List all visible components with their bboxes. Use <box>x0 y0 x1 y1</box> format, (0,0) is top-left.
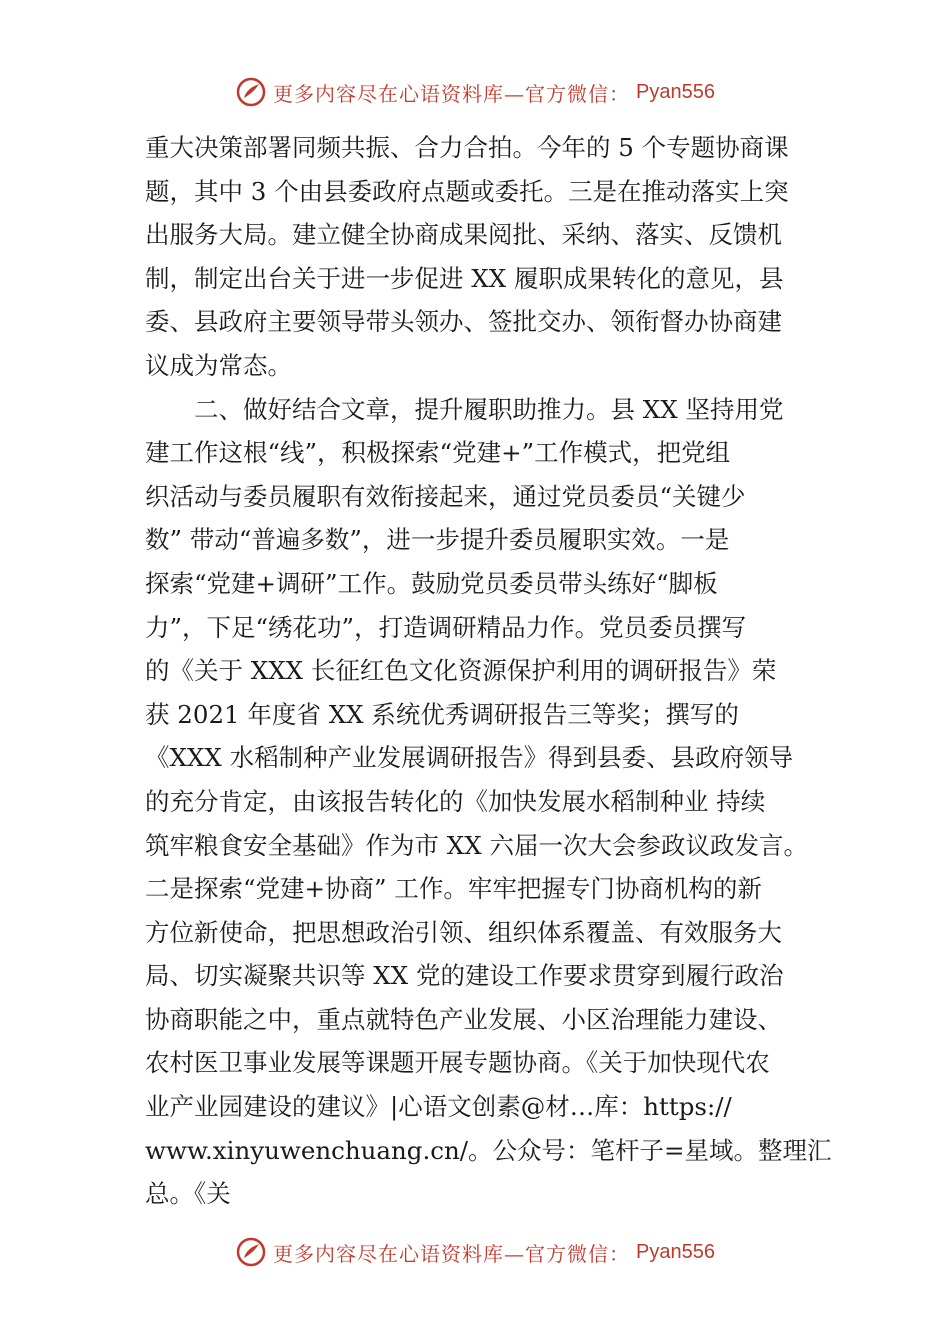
body-line: 二是探索“党建+协商” 工作。牢牢把握专门协商机构的新 <box>145 874 762 904</box>
footer-banner <box>0 1232 950 1272</box>
body-line: 农村医卫事业发展等课题开展专题协商。《关于加快现代农 <box>145 1048 770 1078</box>
body-line: 制，制定出台关于进一步促进 XX 履职成果转化的意见，县 <box>145 263 784 293</box>
body-line: 的充分肯定，由该报告转化的《加快发展水稻制种业 持续 <box>145 786 766 816</box>
banner-wechat-id: Pyan556 <box>636 1240 715 1263</box>
body-line: 议成为常态。 <box>145 350 292 380</box>
banner-wechat-id: Pyan556 <box>636 80 715 103</box>
body-line: 织活动与委员履职有效衔接起来，通过党员委员“关键少 <box>145 481 746 511</box>
body-line: 探索“党建+调研”工作。鼓励党员委员带头练好“脚板 <box>145 568 718 598</box>
body-line: 数” 带动“普遍多数”，进一步提升委员履职实效。一是 <box>145 525 730 555</box>
body-line: 局、切实凝聚共识等 XX 党的建设工作要求贯穿到履行政治 <box>145 961 784 991</box>
body-line: 力”，下足“绣花功”，打造调研精品力作。党员委员撰写 <box>145 612 747 642</box>
body-line: 题，其中 3 个由县委政府点题或委托。三是在推动落实上突 <box>145 176 789 206</box>
xinyu-logo-icon <box>235 1236 267 1268</box>
body-line: 总。《关 <box>145 1179 231 1209</box>
body-line: 业产业园建设的建议》|心语文创素@材…库：https:// <box>145 1092 732 1122</box>
banner-text: 更多内容尽在心语资料库—官方微信： <box>273 81 631 106</box>
body-line: 重大决策部署同频共振、合力合拍。今年的 5 个专题协商课 <box>145 133 789 162</box>
banner-text: 更多内容尽在心语资料库—官方微信： <box>273 1241 631 1266</box>
body-line: 筑牢粮食安全基础》作为市 XX 六届一次大会参政议政发言。 <box>145 830 808 860</box>
body-line: 协商职能之中，重点就特色产业发展、小区治理能力建设、 <box>145 1004 782 1034</box>
document-body <box>145 126 835 1216</box>
body-line: 获 2021 年度省 XX 系统优秀调研报告三等奖；撰写的 <box>145 699 739 729</box>
body-line: 出服务大局。建立健全协商成果阅批、采纳、落实、反馈机 <box>145 220 782 250</box>
xinyu-logo-icon <box>235 76 267 108</box>
header-banner <box>0 72 950 112</box>
body-line: 委、县政府主要领导带头领办、签批交办、领衔督办协商建 <box>145 307 782 337</box>
body-line: 方位新使命，把思想政治引领、组织体系覆盖、有效服务大 <box>145 917 782 947</box>
body-line: 的《关于 XXX 长征红色文化资源保护利用的调研报告》荣 <box>145 656 777 686</box>
body-line: www.xinyuwenchuang.cn/。公众号：笔杆子=星域。整理汇 <box>145 1135 832 1165</box>
body-line: 建工作这根“线”，积极探索“党建+”工作模式，把党组 <box>145 438 731 468</box>
body-line: 二、做好结合文章，提升履职助推力。县 XX 坚持用党 <box>145 394 784 424</box>
body-line: 《XXX 水稻制种产业发展调研报告》得到县委、县政府领导 <box>145 743 794 773</box>
